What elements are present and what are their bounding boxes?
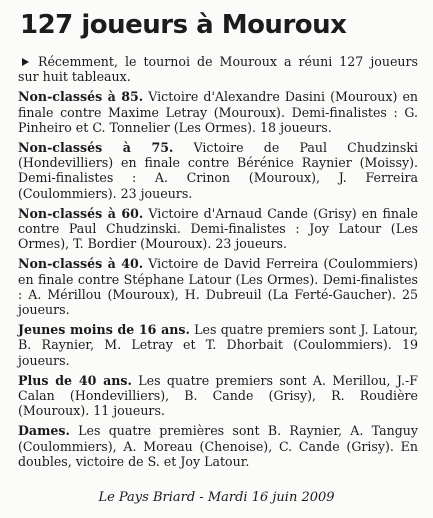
result-text: Victoire d'Arnaud Cande (Grisy) en finale contre Paul Chudzinski. Demi-finalistes : Joy Latour (Les Ormes), T. Bordier (Mouroux). 23 joueurs. <box>18 205 418 252</box>
result-text: Victoire d'Alexandre Dasini (Mouroux) en finale contre Maxime Letray (Mouroux). Demi-finalistes : G. Pinheiro et C. Tonnelier (Les Ormes). 18 joueurs. <box>18 89 419 135</box>
result-text: Victoire de Paul Chudzinski (Hondevilliers) en finale contre Bérénice Raynier (Moissy). Demi-finalistes : A. Crinon (Mouroux), J. Ferreira (Coulommiers). 23 joueurs. <box>18 140 419 201</box>
bullet-triangle-icon <box>22 58 29 66</box>
result-paragraph <box>18 423 418 469</box>
result-text: Victoire de David Ferreira (Coulommiers) en finale contre Stéphane Latour (Les Ormes). Demi-finalistes : A. Mérillou (Mouroux), H. Dubreuil (La Ferté-Gaucher). 25 joueurs. <box>18 256 419 318</box>
article-body <box>18 54 418 474</box>
headline: 127 joueurs à Mouroux <box>20 10 347 40</box>
source-credit: Le Pays Briard - Mardi 16 juin 2009 <box>98 490 335 505</box>
category-label: Jeunes moins de 16 ans. <box>18 322 190 338</box>
category-label: Non-classés à 60. <box>18 205 144 221</box>
result-paragraph <box>18 206 418 252</box>
category-label: Non-classés à 75. <box>18 140 174 156</box>
category-label: Non-classés à 85. <box>18 89 144 105</box>
result-text: Les quatre premiers sont A. Merillou, J.-F Calan (Hondevilliers), B. Cande (Grisy), R. Roudière (Mouroux). 11 joueurs. <box>18 372 418 419</box>
category-label: Dames. <box>18 423 70 439</box>
result-text: Les quatre premiers sont J. Latour, B. Raynier, M. Letray et T. Dhorbait (Coulommiers). 19 joueurs. <box>18 322 418 368</box>
category-label: Non-classés à 40. <box>18 256 144 272</box>
result-paragraph <box>18 140 418 201</box>
result-text: Les quatre premières sont B. Raynier, A. Tanguy (Coulommiers), A. Moreau (Chenoise), C. Cande (Grisy). En doubles, victoire de S. et Joy Latour. <box>18 423 418 469</box>
lead-text: Récemment, le tournoi de Mouroux a réuni 127 joueurs sur huit tableaux. <box>18 54 418 85</box>
category-label: Plus de 40 ans. <box>18 372 132 388</box>
result-paragraph <box>18 322 418 368</box>
result-paragraph <box>18 256 418 317</box>
result-paragraph <box>18 89 418 135</box>
lead-paragraph <box>18 54 418 84</box>
result-paragraph <box>18 373 418 419</box>
